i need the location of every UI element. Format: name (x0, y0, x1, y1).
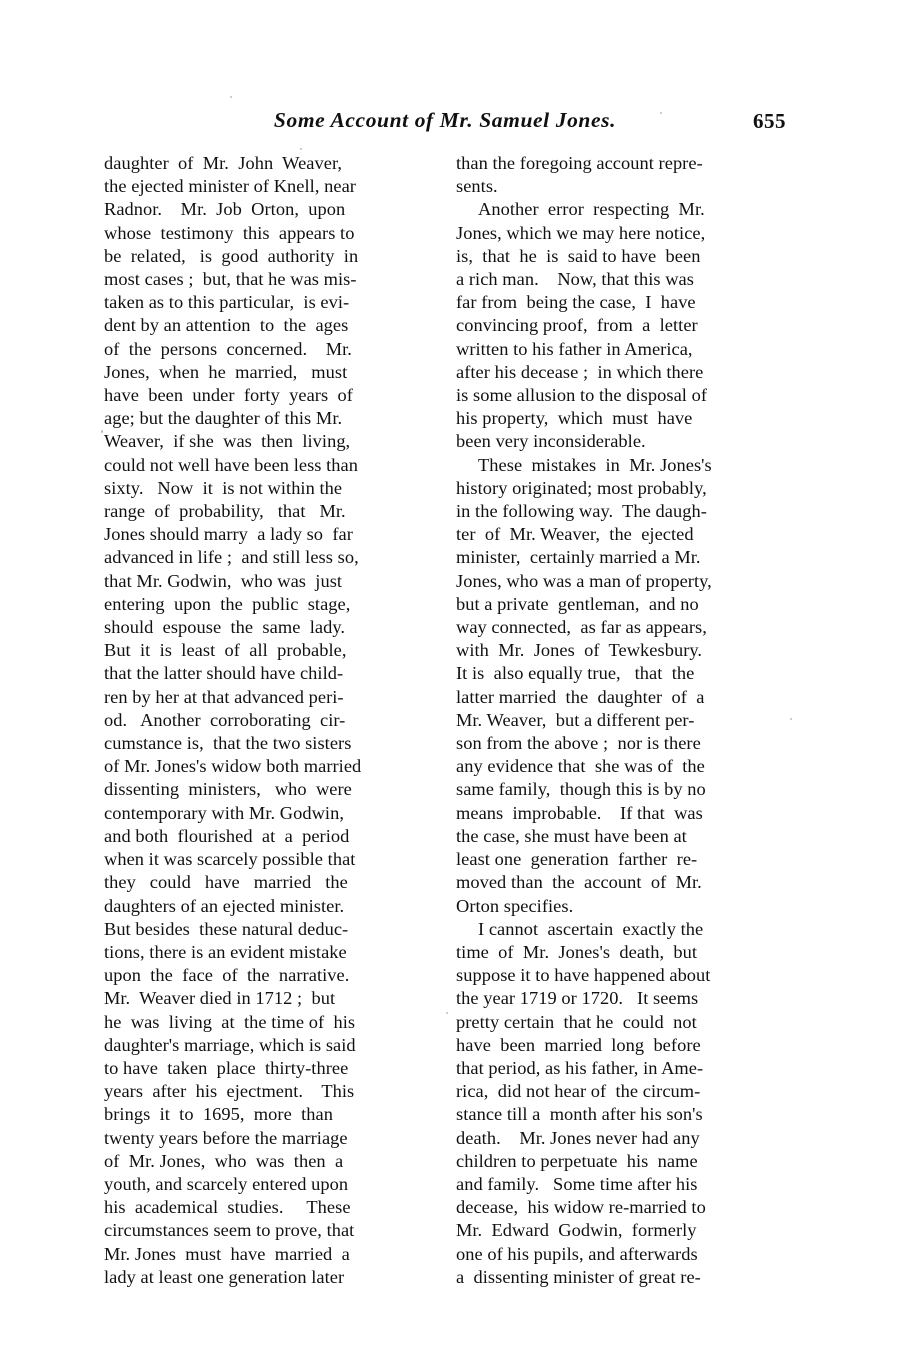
right-column-line: least one generation farther re- (456, 849, 698, 870)
right-column-line: It is also equally true, that the (456, 663, 695, 684)
left-column-line: upon the face of the narrative. (104, 965, 350, 986)
left-column-line: range of probability, that Mr. (104, 501, 346, 522)
left-column-line: But it is least of all probable, (104, 640, 347, 661)
left-column-line: years after his ejectment. This (104, 1081, 355, 1102)
right-column-line: that period, as his father, in Ame- (456, 1057, 704, 1078)
right-column-line: death. Mr. Jones never had any (456, 1127, 700, 1148)
left-column-line: be related, is good authority in (104, 245, 359, 266)
left-column-line: of Mr. Jones's widow both married (104, 756, 362, 777)
left-column-line: of Mr. Jones, who was then a (104, 1150, 344, 1171)
right-column-line: son from the above ; nor is there (456, 733, 701, 754)
right-column-line: a dissenting minister of great re- (456, 1266, 701, 1287)
scan-speck (790, 718, 792, 720)
left-column-line: could not well have been less than (104, 454, 358, 475)
left-column-line: should espouse the same lady. (104, 617, 346, 638)
right-column-line: rica, did not hear of the circum- (456, 1081, 701, 1102)
left-column-line: ren by her at that advanced peri- (104, 686, 344, 707)
right-column-line: stance till a month after his son's (456, 1104, 703, 1125)
right-column-line: Jones, which we may here notice, (456, 222, 706, 243)
page-number: 655 (753, 109, 786, 133)
right-column-line: the case, she must have been at (456, 825, 687, 846)
right-column-line: far from being the case, I have (456, 292, 696, 313)
left-column-line: taken as to this particular, is evi- (104, 292, 350, 313)
right-column-line: means improbable. If that was (456, 802, 703, 823)
left-column-line: But besides these natural deduc- (104, 918, 349, 939)
right-column-line: I cannot ascertain exactly the (478, 918, 704, 939)
left-column-line: sixty. Now it is not within the (104, 477, 343, 498)
right-column-line: moved than the account of Mr. (456, 872, 702, 893)
right-column-line: history originated; most probably, (456, 477, 707, 498)
right-column-line: is some allusion to the disposal of (456, 385, 708, 406)
left-column-line: of the persons concerned. Mr. (104, 338, 352, 359)
right-column-line: Orton specifies. (456, 895, 574, 916)
left-text-column (104, 152, 434, 1289)
scan-speck (101, 430, 103, 433)
right-column-line: latter married the daughter of a (456, 686, 705, 707)
right-column-line: is, that he is said to have been (456, 245, 701, 266)
left-column-line: Mr. Weaver died in 1712 ; but (104, 988, 336, 1009)
right-column-line: any evidence that she was of the (456, 756, 705, 777)
left-column-line: od. Another corroborating cir- (104, 709, 346, 730)
right-column-line: Another error respecting Mr. (478, 199, 705, 220)
right-text-column (456, 152, 786, 1289)
right-column-line: time of Mr. Jones's death, but (456, 941, 698, 962)
right-column-line: the year 1719 or 1720. It seems (456, 988, 699, 1009)
right-column-line: Mr. Edward Godwin, formerly (456, 1220, 697, 1241)
right-column-line: and family. Some time after his (456, 1173, 698, 1194)
right-column-line: sents. (456, 176, 498, 197)
left-column-line: Jones should marry a lady so far (104, 524, 353, 545)
right-column-line: but a private gentleman, and no (456, 593, 699, 614)
left-column-line: the ejected minister of Knell, near (104, 176, 356, 197)
right-column-line: children to perpetuate his name (456, 1150, 698, 1171)
left-column-line: they could have married the (104, 872, 348, 893)
left-column-line: age; but the daughter of this Mr. (104, 408, 343, 429)
left-column-line: that the latter should have child- (104, 663, 344, 684)
left-column-line: Jones, when he married, must (104, 361, 348, 382)
right-column-line: These mistakes in Mr. Jones's (478, 454, 712, 475)
left-column-line: whose testimony this appears to (104, 222, 355, 243)
left-column-line: youth, and scarcely entered upon (104, 1173, 349, 1194)
right-column-line: suppose it to have happened about (456, 965, 711, 986)
left-column-line: when it was scarcely possible that (104, 849, 356, 870)
left-column-line: Radnor. Mr. Job Orton, upon (104, 199, 346, 220)
left-column-line: have been under forty years of (104, 385, 353, 406)
right-column-line: convincing proof, from a letter (456, 315, 698, 336)
scan-speck (300, 148, 302, 150)
right-column-line: than the foregoing account repre- (456, 153, 703, 173)
right-column-line: pretty certain that he could not (456, 1011, 697, 1032)
left-column-line: brings it to 1695, more than (104, 1104, 333, 1125)
right-column-line: Jones, who was a man of property, (456, 570, 712, 591)
right-column-line: have been married long before (456, 1034, 701, 1055)
left-column-line: to have taken place thirty-three (104, 1057, 349, 1078)
right-column-line: in the following way. The daugh- (456, 501, 707, 522)
left-column-line: he was living at the time of his (104, 1011, 356, 1032)
right-column-line: decease, his widow re-married to (456, 1197, 706, 1218)
right-column-line: his property, which must have (456, 408, 693, 429)
scan-speck (230, 96, 232, 98)
left-column-line: Weaver, if she was then living, (104, 431, 351, 452)
left-column-line: tions, there is an evident mistake (104, 941, 347, 962)
left-column-line: twenty years before the marriage (104, 1127, 348, 1148)
left-column-line: dissenting ministers, who were (104, 779, 352, 800)
right-column-line: a rich man. Now, that this was (456, 269, 694, 290)
right-column-line: minister, certainly married a Mr. (456, 547, 701, 568)
left-column-line: circumstances seem to prove, that (104, 1220, 355, 1241)
right-column-line: ter of Mr. Weaver, the ejected (456, 524, 694, 545)
left-column-line: lady at least one generation later (104, 1266, 345, 1287)
left-column-line: entering upon the public stage, (104, 593, 351, 614)
left-column-line: daughter's marriage, which is said (104, 1034, 356, 1055)
right-column-line: one of his pupils, and afterwards (456, 1243, 698, 1264)
right-column-line: Mr. Weaver, but a different per- (456, 709, 695, 730)
running-head-title: Some Account of Mr. Samuel Jones. (273, 108, 617, 132)
right-column-line: written to his father in America, (456, 338, 693, 359)
left-column-line: daughters of an ejected minister. (104, 895, 345, 916)
left-column-line: daughter of Mr. John Weaver, (104, 153, 343, 173)
right-column-line: been very inconsiderable. (456, 431, 646, 452)
left-column-line: Mr. Jones must have married a (104, 1243, 350, 1264)
left-column-line: contemporary with Mr. Godwin, (104, 802, 344, 823)
left-column-line: that Mr. Godwin, who was just (104, 570, 343, 591)
running-head (104, 108, 786, 140)
left-column-line: most cases ; but, that he was mis- (104, 269, 357, 290)
body-columns (104, 152, 786, 1289)
right-column-line: after his decease ; in which there (456, 361, 704, 382)
left-column-line: his academical studies. These (104, 1197, 351, 1218)
left-column-line: cumstance is, that the two sisters (104, 733, 352, 754)
right-column-line: same family, though this is by no (456, 779, 706, 800)
left-column-line: and both flourished at a period (104, 825, 350, 846)
right-column-line: way connected, as far as appears, (456, 617, 707, 638)
left-column-line: advanced in life ; and still less so, (104, 547, 359, 568)
left-column-line: dent by an attention to the ages (104, 315, 349, 336)
right-column-line: with Mr. Jones of Tewkesbury. (456, 640, 703, 661)
